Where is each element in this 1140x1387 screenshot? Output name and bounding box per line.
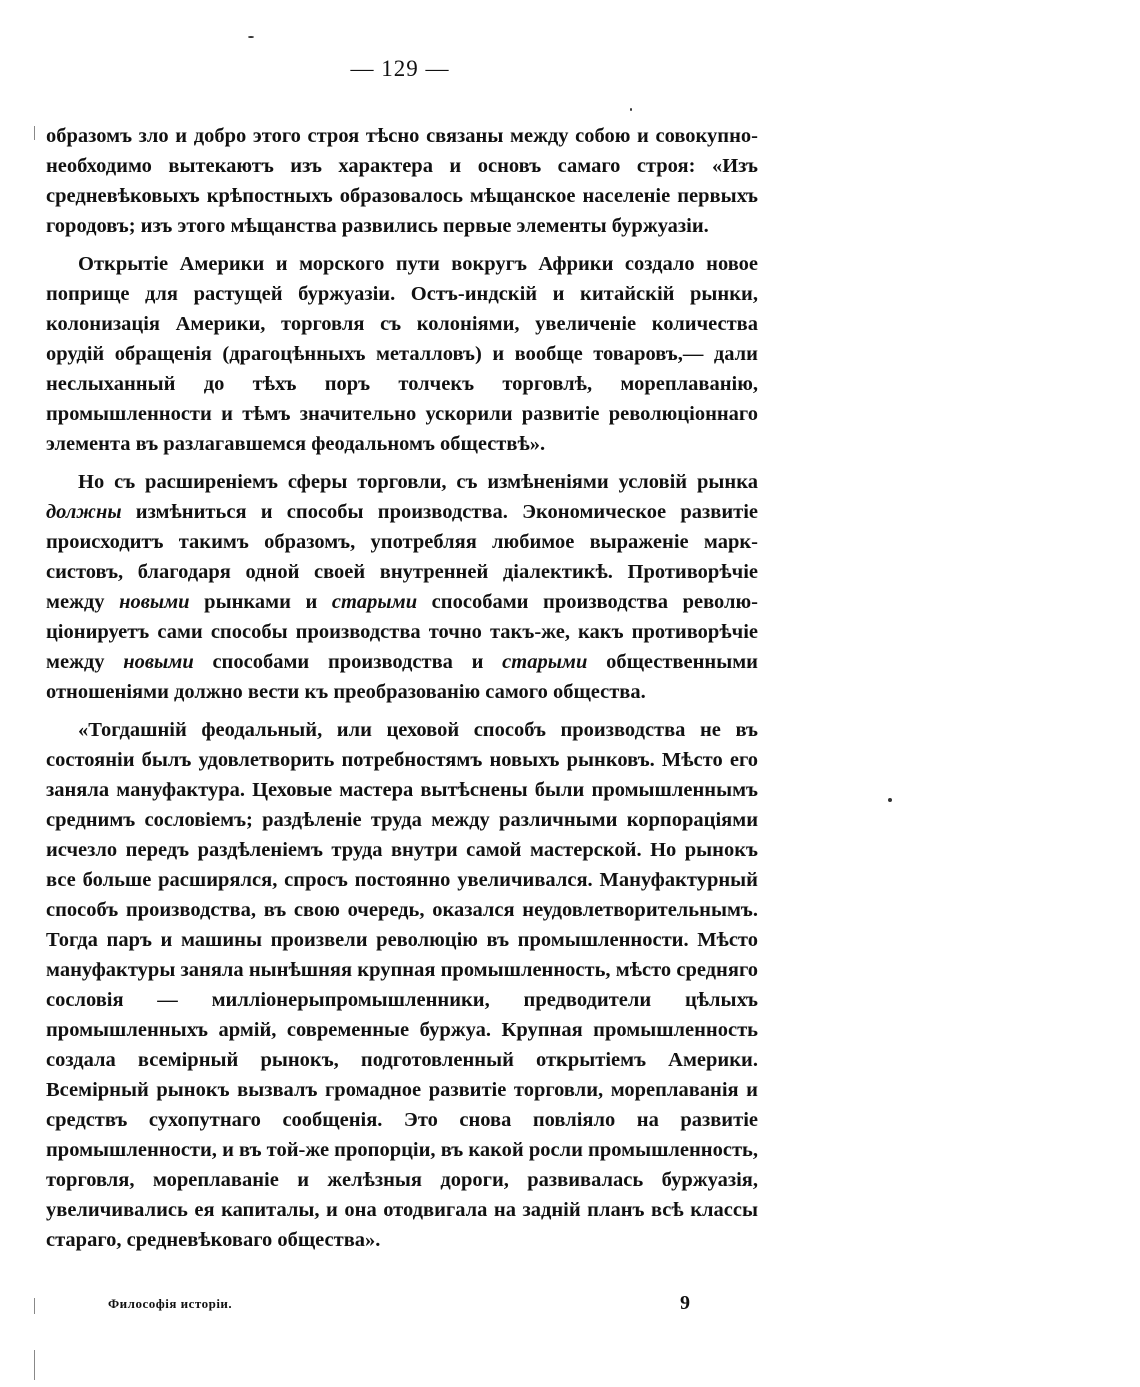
paragraph-3-part-5: способами производства и xyxy=(193,651,503,673)
paragraph-3-part-6: общественными отношеніями должно вести къ преобразованію самого общества. xyxy=(46,651,758,703)
paragraph-2: Открытіе Америки и морского пути вокругъ Африки создало новое поприще для растущей буржуазіи. Остъ-индскій и китайскій рынки, колонизація Америки, торговля съ колоніями, увеличеніе количества орудій обращенія (драгоцѣнныхъ металловъ) и вообще товаровъ,— дали неслыханный до тѣхъ поръ толчекъ торговлѣ, мореплаванію, промышленности и тѣмъ значительно ускорили развитіе революціоннаго элемента въ разлагавшемся феодальномъ обществѣ». xyxy=(46,253,758,455)
page-number: — 129 — xyxy=(350,56,450,81)
paragraph-3-emphasis-5: старыми xyxy=(502,651,588,673)
paragraph-3-emphasis-4: новыми xyxy=(123,651,194,673)
paragraph-4: «Тогдашній феодальный, или цеховой способъ производства не въ состояніи былъ удовлетворить потребностямъ новыхъ рынковъ. Мѣсто его заняла мануфактура. Цеховые мастера вытѣснены были промышленнымъ среднимъ сословіемъ; раздѣленіе труда между различными корпораціями исчезло передъ раздѣленіемъ труда внутри самой мастерской. Но рынокъ все больше расширялся, спросъ постоянно увеличивался. Мануфактурный способъ производства, въ свою очередь, оказался неудовлетворительнымъ. Тогда паръ и машины произвели революцію въ промышленности. Мѣсто мануфактуры заняла нынѣшняя крупная промышленность, мѣсто средняго сословія — милліонерыпромышленники, предводители цѣлыхъ промышленныхъ армій, современные буржуа. Крупная промышленность создала всемірный рынокъ, подготовленный открытіемъ Америки. Всемірный рынокъ вызвалъ громадное развитіе торговли, мореплаванія и средствъ сухопутнаго сообщенія. Это снова повліяло на развитіе промышленности, и въ той-же пропорціи, въ какой росли промышленность, торговля, мореплаваніе и желѣзныя дороги, развивалась буржуазія, увеличивались ея капиталы, и она отодвигала на задній планъ всѣ классы стараго, средневѣковаго общества». xyxy=(46,719,758,1251)
body-text xyxy=(46,121,758,1263)
paragraph-3-part-4: способами производства революціонируетъ сами способы производства точно такъ-же, какъ противорѣчіе между xyxy=(46,591,758,673)
paragraph-3-part-2: измѣниться и способы производства. Экономическое развитіе происходитъ такимъ образомъ, употребляя любимое выраженіе марксистовъ, благодаря одной своей внутренней діалектикѣ. Противорѣчіе между xyxy=(46,501,758,613)
scan-edge-mark xyxy=(34,126,35,140)
paragraph-3 xyxy=(46,467,758,707)
paragraph-3-emphasis-3: старыми xyxy=(331,591,418,613)
scan-speck xyxy=(630,108,632,111)
paragraph-3-part-3: рынками и xyxy=(189,591,332,613)
page-footer xyxy=(108,1292,708,1316)
scan-edge-mark xyxy=(34,1350,35,1380)
scan-speck xyxy=(888,798,892,802)
footer-book-title: Философія исторіи. xyxy=(108,1296,233,1311)
paragraph-1: образомъ зло и добро этого строя тѣсно связаны между собою и совокупно-необходимо вытекаютъ изъ характера и основъ самаго строя: «Изъ средневѣковыхъ крѣпостныхъ образовалось мѣщанское населеніе первыхъ городовъ; изъ этого мѣщанства развились первые элементы буржуазіи. xyxy=(46,125,758,237)
scan-edge-mark xyxy=(34,1298,35,1314)
signature-mark: 9 xyxy=(680,1292,690,1314)
scan-speck xyxy=(248,36,254,38)
paragraph-3-part-1: Но съ расширеніемъ сферы торговли, съ измѣненіями условій рынка xyxy=(78,471,758,493)
paragraph-3-emphasis-1: должны xyxy=(46,501,122,523)
paragraph-3-emphasis-2: новыми xyxy=(119,591,190,613)
